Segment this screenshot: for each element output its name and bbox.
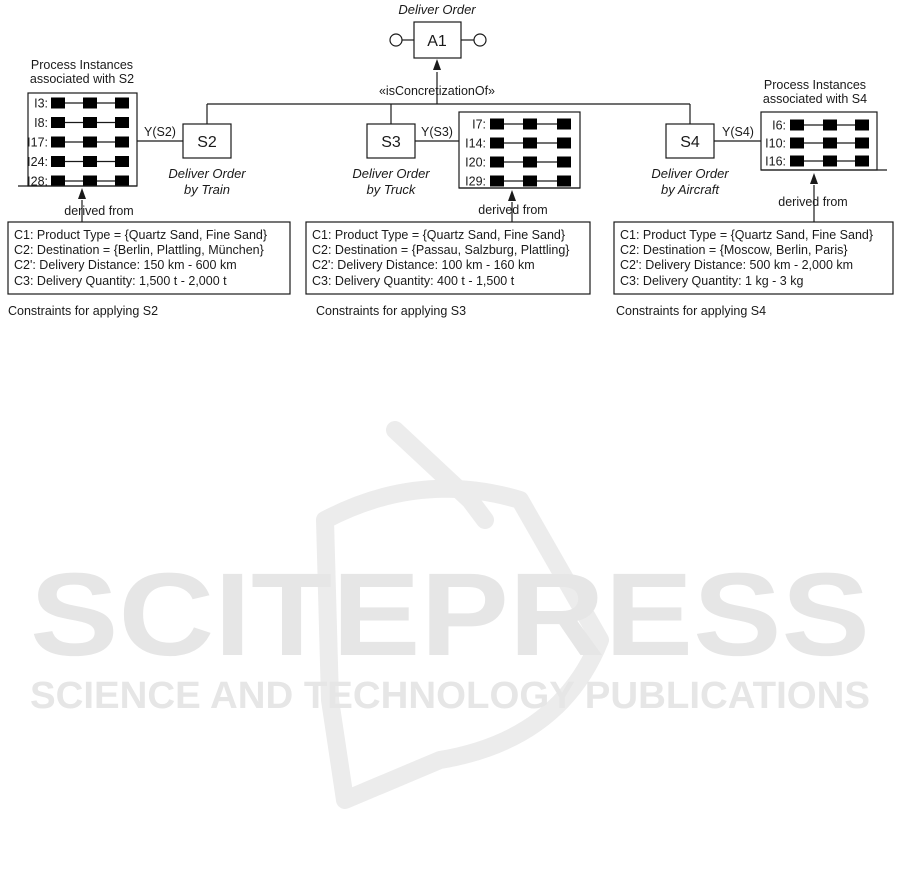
s4-y-label: Y(S4) bbox=[722, 125, 754, 139]
s2-instance-label: I28: bbox=[27, 174, 48, 189]
s2-task-block bbox=[115, 98, 129, 109]
s2-instance-label: I8: bbox=[34, 116, 48, 130]
activity-id: A1 bbox=[427, 33, 447, 50]
s2-task-block bbox=[51, 176, 65, 187]
s3-constraint-c1: C1: Product Type = {Quartz Sand, Fine Sand} bbox=[312, 228, 566, 242]
s4-constraint-c2p: C2': Delivery Distance: 500 km - 2,000 km bbox=[620, 258, 854, 272]
s4-task-block bbox=[855, 120, 869, 131]
concretization-tree bbox=[207, 59, 690, 124]
s2-task-block bbox=[115, 117, 129, 128]
s2-task-block bbox=[83, 137, 97, 148]
s4-instance-label: I10: bbox=[765, 136, 786, 151]
activity-a1 bbox=[390, 2, 486, 58]
s2-y-label: Y(S2) bbox=[144, 125, 176, 139]
s3-caption: Constraints for applying S3 bbox=[316, 304, 467, 318]
s3-task-block bbox=[490, 119, 504, 130]
s4-name-line2: by Aircraft bbox=[660, 182, 720, 197]
s3-task-block bbox=[523, 157, 537, 168]
s4-task-block bbox=[823, 138, 837, 149]
s2-derived-label: derived from bbox=[64, 204, 134, 218]
s2-id: S2 bbox=[197, 134, 217, 151]
input-connector-icon bbox=[390, 34, 402, 46]
s3-id: S3 bbox=[381, 134, 401, 151]
s2-task-block bbox=[115, 176, 129, 187]
s3-task-block bbox=[490, 176, 504, 187]
s3-instance-label: I29: bbox=[465, 174, 486, 189]
s2-caption: Constraints for applying S2 bbox=[8, 304, 159, 318]
s2-instances-title-2: associated with S2 bbox=[29, 72, 135, 86]
specialization-s4 bbox=[614, 78, 893, 318]
s4-task-block bbox=[790, 156, 804, 167]
s2-task-block bbox=[83, 156, 97, 167]
s2-task-block bbox=[83, 176, 97, 187]
s2-derived-arrow-icon bbox=[78, 188, 86, 199]
s2-task-block bbox=[115, 156, 129, 167]
s3-task-block bbox=[523, 138, 537, 149]
s4-constraint-c2: C2: Destination = {Moscow, Berlin, Paris} bbox=[620, 243, 848, 257]
specialization-s2 bbox=[8, 58, 290, 318]
s3-constraint-c2p: C2': Delivery Distance: 100 km - 160 km bbox=[312, 258, 535, 272]
s4-derived-arrow-icon bbox=[810, 173, 818, 184]
watermark-subtitle: SCIENCE AND TECHNOLOGY PUBLICATIONS bbox=[30, 675, 870, 717]
s3-task-block bbox=[523, 176, 537, 187]
s4-instance-label: I6: bbox=[772, 118, 786, 133]
s3-name-line2: by Truck bbox=[366, 182, 416, 197]
s3-y-label: Y(S3) bbox=[421, 125, 453, 139]
s2-constraint-c3: C3: Delivery Quantity: 1,500 t - 2,000 t bbox=[14, 274, 227, 288]
s2-name-line2: by Train bbox=[184, 182, 230, 197]
s3-task-block bbox=[557, 138, 571, 149]
s4-caption: Constraints for applying S4 bbox=[616, 304, 767, 318]
s3-name-line1: Deliver Order bbox=[352, 166, 430, 181]
s3-task-block bbox=[557, 157, 571, 168]
s3-task-block bbox=[523, 119, 537, 130]
s4-task-block bbox=[855, 156, 869, 167]
s4-constraint-c1: C1: Product Type = {Quartz Sand, Fine Sand} bbox=[620, 228, 874, 242]
s4-task-block bbox=[823, 120, 837, 131]
s4-task-block bbox=[790, 120, 804, 131]
s4-task-block bbox=[855, 138, 869, 149]
s4-instances-title-1: Process Instances bbox=[763, 78, 867, 92]
s3-instance-label: I14: bbox=[465, 136, 486, 151]
s4-instances-title-2: associated with S4 bbox=[762, 92, 868, 106]
s2-task-block bbox=[83, 98, 97, 109]
s2-task-block bbox=[115, 137, 129, 148]
watermark-title: SCITEPRESS bbox=[30, 549, 870, 681]
relation-label: «isConcretizationOf» bbox=[378, 84, 496, 98]
s2-task-block bbox=[51, 98, 65, 109]
s4-derived-label: derived from bbox=[778, 195, 848, 209]
s3-derived-label: derived from bbox=[478, 203, 548, 217]
s3-constraint-c2: C2: Destination = {Passau, Salzburg, Plattling} bbox=[312, 243, 570, 257]
s2-task-block bbox=[83, 117, 97, 128]
s2-name-line1: Deliver Order bbox=[168, 166, 246, 181]
s4-id: S4 bbox=[680, 134, 700, 151]
s2-task-block bbox=[51, 156, 65, 167]
s2-instances-title-1: Process Instances bbox=[30, 58, 134, 72]
s2-task-block bbox=[51, 137, 65, 148]
s3-constraint-c3: C3: Delivery Quantity: 400 t - 1,500 t bbox=[312, 274, 515, 288]
s3-derived-arrow-icon bbox=[508, 190, 516, 201]
watermark bbox=[30, 430, 870, 800]
s3-task-block bbox=[490, 138, 504, 149]
s2-constraint-c1: C1: Product Type = {Quartz Sand, Fine Sand} bbox=[14, 228, 268, 242]
s3-task-block bbox=[557, 119, 571, 130]
s4-task-block bbox=[790, 138, 804, 149]
s2-instance-label: I24: bbox=[27, 155, 48, 169]
s4-task-block bbox=[823, 156, 837, 167]
s3-instance-label: I7: bbox=[472, 117, 486, 132]
activity-label: Deliver Order bbox=[398, 2, 476, 17]
s4-name-line1: Deliver Order bbox=[651, 166, 729, 181]
s3-task-block bbox=[557, 176, 571, 187]
arrow-head-icon bbox=[433, 59, 441, 70]
watermark-pen-icon bbox=[395, 430, 485, 520]
s2-constraint-c2: C2: Destination = {Berlin, Plattling, München} bbox=[14, 243, 264, 257]
specialization-s3 bbox=[306, 112, 590, 318]
s2-instance-label: I17: bbox=[27, 135, 48, 150]
s2-task-block bbox=[51, 117, 65, 128]
s3-task-block bbox=[490, 157, 504, 168]
s2-instance-label: I3: bbox=[34, 96, 48, 111]
s3-instance-label: I20: bbox=[465, 155, 486, 170]
s4-constraint-c3: C3: Delivery Quantity: 1 kg - 3 kg bbox=[620, 274, 804, 288]
s4-instance-label: I16: bbox=[765, 154, 786, 169]
s2-constraint-c2p: C2': Delivery Distance: 150 km - 600 km bbox=[14, 258, 237, 272]
output-connector-icon bbox=[474, 34, 486, 46]
